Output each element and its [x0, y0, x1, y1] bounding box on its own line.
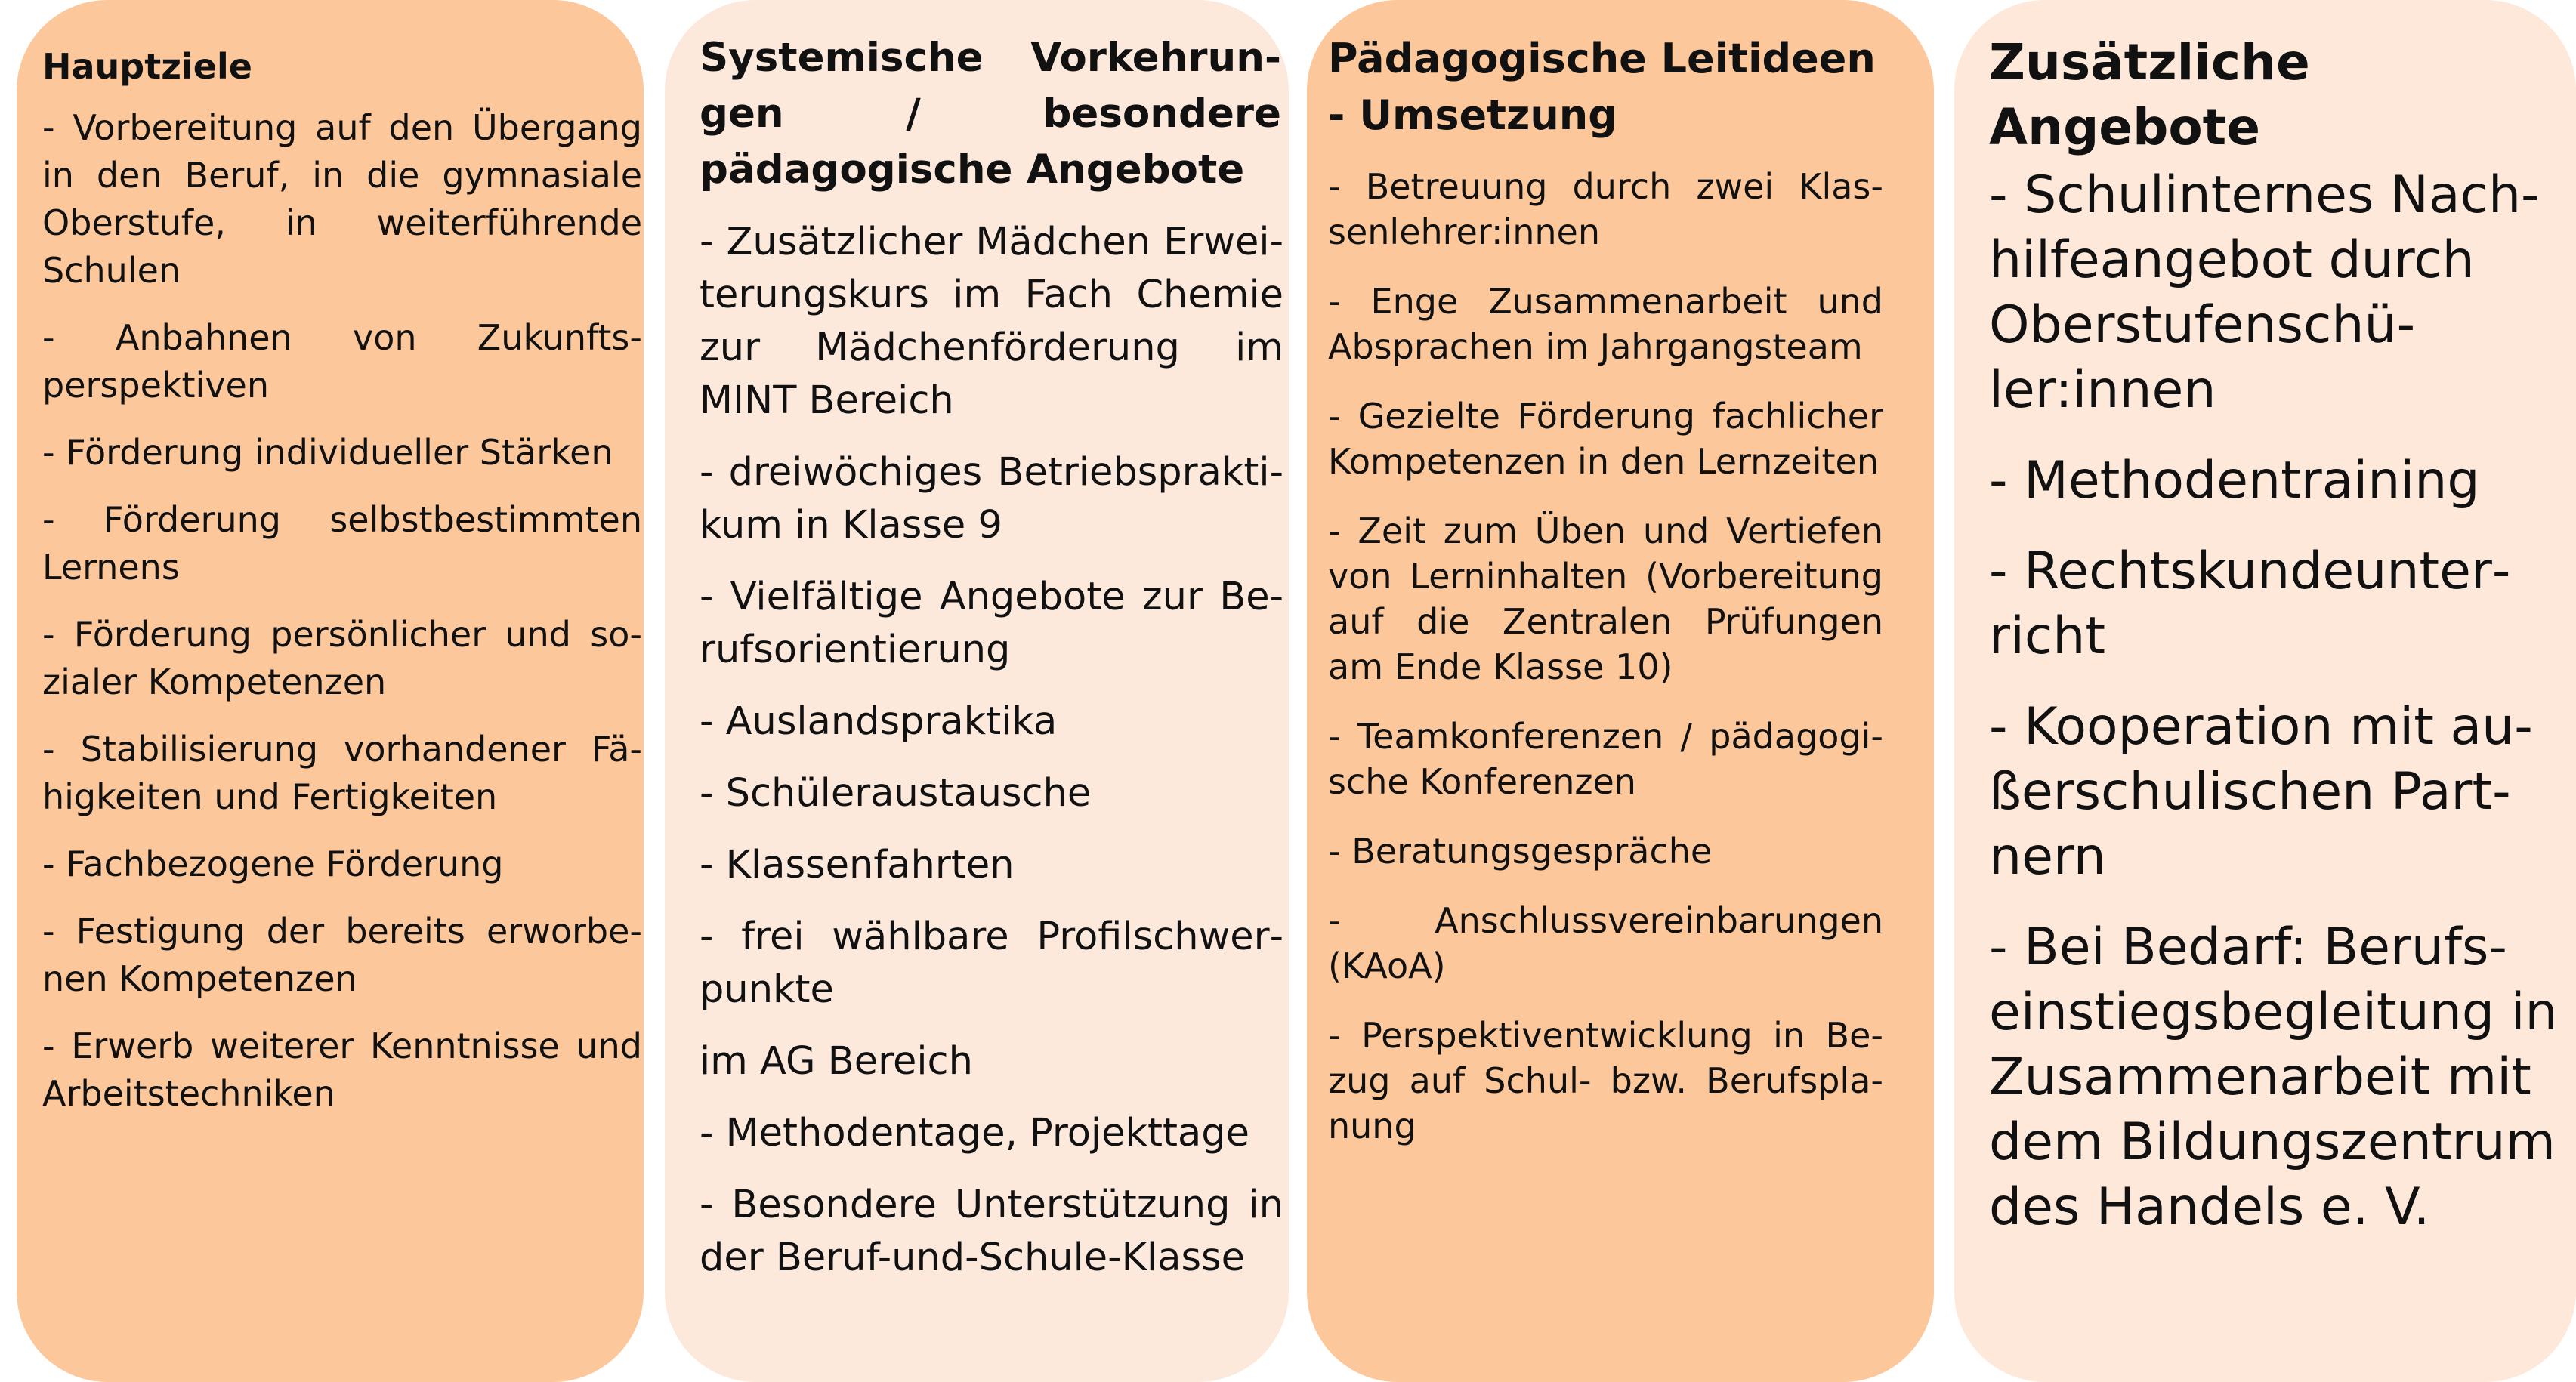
list-item: im AG Bereich	[700, 1039, 973, 1084]
list-item: - Gezielte Förderung fachlicher Kompetenzen in den Lernzeiten	[1328, 396, 1883, 482]
column-paedagogische-leitideen	[1307, 0, 1934, 1382]
list-item: - Methodentraining	[1989, 451, 2480, 511]
list-item: - Betreuung durch zwei Klassenlehrer:innen	[1328, 166, 1883, 252]
column-heading: Pädagogische Leitideen - Umsetzung	[1328, 35, 1876, 139]
column-systemische-vorkehrungen	[665, 0, 1289, 1382]
list-item: - Anbahnen von Zukunftsperspektiven	[42, 317, 642, 406]
list-item: - Bei Bedarf: Berufseinstiegsbegleitung in Zusammenarbeit mit dem Bildungszentrum des Handels e. V.	[1989, 918, 2558, 1237]
list-item: - Schüleraustausche	[700, 771, 1092, 816]
list-item: - Festigung der bereits erworbenen Kompetenzen	[42, 911, 642, 999]
goal-list	[42, 104, 642, 1118]
list-item: - Beratungsgespräche	[1328, 831, 1713, 871]
list-item: - frei wählbare Profilschwerpunkte	[700, 915, 1283, 1012]
list-item: - Auslandspraktika	[700, 699, 1058, 744]
list-item: - Vorbereitung auf den Übergang in den Beruf, in die gymnasiale Oberstufe, in weiterführende Schulen	[42, 107, 642, 291]
list-item: - Förderung selbstbestimmten Lernens	[42, 499, 642, 588]
list-item: - Fachbezogene Förderung	[42, 844, 504, 884]
list-item: - dreiwöchiges Betriebspraktikum in Klasse 9	[700, 450, 1283, 548]
offer-list	[700, 216, 1283, 1285]
additional-offer-list	[1989, 163, 2576, 1240]
list-item: - Zeit zum Üben und Vertiefen von Lerninhalten (Vorbereitung auf die Zentralen Prüfungen am Ende Klasse 10)	[1328, 511, 1883, 687]
list-item: - Förderung individueller Stärken	[42, 432, 613, 473]
list-item: - Zusätzlicher Mädchen Erweiterungskurs im Fach Chemie zur Mädchenförderung im MINT Bereich	[700, 220, 1283, 423]
column-heading: Systemische Vorkehrungen / besondere pädagogische Angebote	[700, 35, 1281, 193]
list-item: - Besondere Unterstützung in der Beruf-und-Schule-Klasse	[700, 1183, 1283, 1280]
column-heading: Hauptziele	[42, 46, 252, 87]
list-item: - Vielfältige Angebote zur Berufsorientierung	[700, 575, 1283, 672]
list-item: - Rechtskundeunterricht	[1989, 541, 2511, 666]
list-item: - Anschlussvereinbarungen (KAoA)	[1328, 900, 1883, 986]
list-item: - Erwerb weiterer Kenntnisse und Arbeitstechniken	[42, 1026, 642, 1114]
list-item: - Klassenfahrten	[700, 843, 1015, 887]
list-item: - Förderung persönlicher und sozialer Kompetenzen	[42, 614, 642, 702]
list-item: - Methodentage, Projekttage	[700, 1111, 1249, 1155]
list-item: - Teamkonferenzen / pädagogische Konferenzen	[1328, 716, 1883, 802]
column-zusaetzliche-angebote	[1954, 0, 2576, 1382]
column-hauptziele	[17, 0, 644, 1382]
list-item: - Schulinternes Nachhilfeangebot durch Oberstufenschüler:innen	[1989, 165, 2540, 420]
list-item: - Stabilisierung vorhandener Fähigkeiten und Fertigkeiten	[42, 729, 642, 817]
column-heading: Zusätzliche Angebote	[1989, 33, 2310, 156]
list-item: - Enge Zusammenarbeit und Absprachen im Jahrgangsteam	[1328, 281, 1883, 367]
list-item: - Kooperation mit außerschulischen Partnern	[1989, 697, 2533, 887]
list-item: - Perspektiventwicklung in Bezug auf Schul- bzw. Berufsplanung	[1328, 1015, 1883, 1146]
guideline-list	[1328, 164, 1883, 1149]
